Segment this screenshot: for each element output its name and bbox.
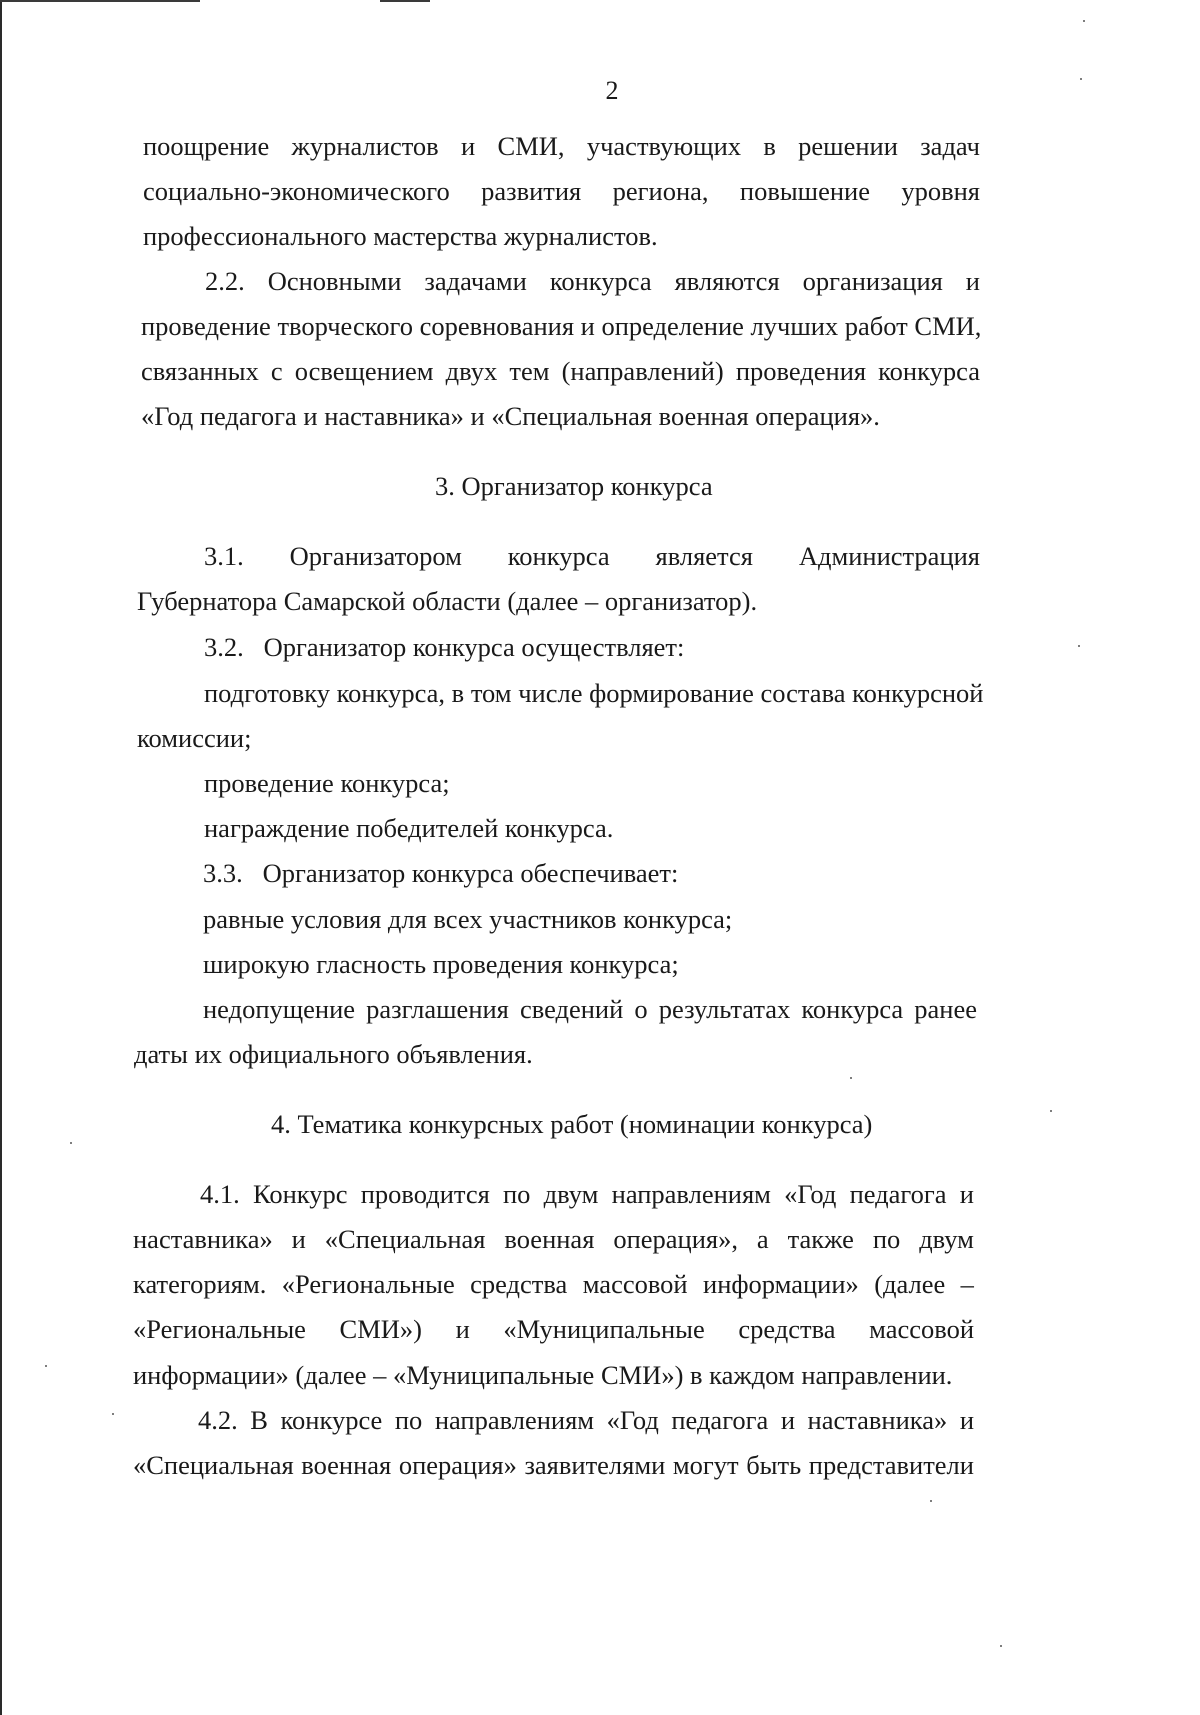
scan-speck — [45, 1365, 47, 1367]
word: результатах — [658, 994, 791, 1024]
section-heading: 3. Организатор конкурса — [435, 471, 713, 501]
word: наставника» — [133, 1224, 273, 1254]
word: проводится — [360, 1179, 490, 1209]
word: двум — [919, 1224, 974, 1254]
text-line: 3.3. Организатор конкурса обеспечивает: — [203, 858, 679, 888]
word: являются — [674, 266, 780, 296]
scan-edge-left — [0, 0, 2, 1715]
word: военная — [301, 1450, 392, 1480]
word: о — [634, 994, 648, 1024]
scan-speck — [112, 1413, 114, 1415]
word: также — [787, 1224, 854, 1254]
word: региона, — [612, 176, 709, 206]
text-line — [133, 1223, 974, 1255]
word: задач — [920, 131, 980, 161]
text-line: Губернатора Самарской области (далее – организатор). — [137, 586, 758, 616]
word: операция» — [398, 1450, 517, 1480]
text-line — [133, 1268, 974, 1300]
section-heading: 4. Тематика конкурсных работ (номинации конкурса) — [271, 1109, 873, 1139]
word: Основными — [267, 266, 402, 296]
word: участвующих — [586, 131, 742, 161]
scan-speck — [930, 1500, 932, 1502]
word: операция», — [613, 1224, 738, 1254]
word: представители — [808, 1450, 974, 1480]
word: – — [960, 1269, 974, 1299]
word: информации» — [703, 1269, 859, 1299]
word: (направлений) — [561, 356, 724, 386]
scan-edge-top — [380, 0, 430, 2]
word: конкурса — [878, 356, 980, 386]
word: направлениям — [434, 1405, 595, 1435]
word: сведений — [519, 994, 624, 1024]
word: 2.2. — [205, 266, 245, 296]
text-line: даты их официального объявления. — [134, 1039, 533, 1069]
word: поощрение — [143, 131, 270, 161]
word: массовой — [582, 1269, 688, 1299]
text-line — [143, 175, 980, 207]
word: и — [291, 1224, 306, 1254]
word: «Год — [784, 1179, 837, 1209]
text-line — [143, 130, 980, 162]
word: средства — [738, 1314, 836, 1344]
text-line — [133, 1449, 974, 1481]
word: решении — [798, 131, 898, 161]
text-line: награждение победителей конкурса. — [204, 813, 614, 843]
word: повышение — [739, 176, 870, 206]
word: и — [959, 1405, 974, 1435]
word: социально-экономического — [143, 176, 450, 206]
word: массовой — [869, 1314, 974, 1344]
word: развития — [481, 176, 582, 206]
word: СМИ, — [497, 131, 565, 161]
word: (далее — [874, 1269, 946, 1299]
scan-speck — [850, 1077, 852, 1079]
word: педагога — [849, 1179, 947, 1209]
word: проведения — [735, 356, 867, 386]
word: двух — [445, 356, 498, 386]
text-line — [133, 1313, 974, 1345]
word: уровня — [901, 176, 980, 206]
word: конкурса — [549, 266, 652, 296]
word: педагога — [671, 1405, 769, 1435]
word: 4.2. — [198, 1405, 238, 1435]
word: «Региональные — [133, 1314, 306, 1344]
word: разглашения — [366, 994, 509, 1024]
word: заявителями — [524, 1450, 666, 1480]
scan-edge-top — [0, 0, 200, 2]
page-number: 2 — [605, 76, 619, 105]
word: освещением — [294, 356, 434, 386]
word: организация — [802, 266, 943, 296]
word: В — [250, 1405, 268, 1435]
text-line: информации» (далее – «Муниципальные СМИ») в каждом направлении. — [133, 1360, 953, 1390]
text-line: равные условия для всех участников конкурса; — [203, 904, 733, 934]
scan-speck — [1080, 78, 1082, 80]
word: конкурса — [507, 541, 610, 571]
word: конкурсе — [280, 1405, 383, 1435]
text-line: проведение творческого соревнования и определение лучших работ СМИ, — [141, 311, 982, 341]
word: недопущение — [203, 994, 356, 1024]
text-line: проведение конкурса; — [204, 768, 450, 798]
word: является — [655, 541, 753, 571]
word: «Специальная — [324, 1224, 486, 1254]
word: категориям. — [133, 1269, 267, 1299]
text-line — [204, 540, 980, 572]
word: «Год — [606, 1405, 659, 1435]
word: связанных — [141, 356, 259, 386]
word: 4.1. — [200, 1179, 240, 1209]
scan-speck — [70, 1142, 72, 1144]
word: военная — [504, 1224, 595, 1254]
word: наставника» — [807, 1405, 948, 1435]
word: могут — [672, 1450, 739, 1480]
word: 3.1. — [204, 541, 244, 571]
text-line: широкую гласность проведения конкурса; — [203, 949, 679, 979]
text-line — [198, 1404, 974, 1436]
word: средства — [470, 1269, 568, 1299]
word: Конкурс — [252, 1179, 348, 1209]
word: «Специальная — [133, 1450, 294, 1480]
word: тем — [509, 356, 550, 386]
text-line: комиссии; — [137, 723, 252, 753]
scan-speck — [1000, 1645, 1002, 1647]
word: и — [959, 1179, 974, 1209]
word: направлениям — [611, 1179, 771, 1209]
word: ранее — [914, 994, 977, 1024]
word: «Муниципальные — [503, 1314, 705, 1344]
scan-speck — [1050, 1110, 1052, 1112]
scan-speck — [1078, 645, 1080, 647]
scan-speck — [1083, 20, 1085, 22]
text-line — [141, 355, 980, 387]
word: а — [756, 1224, 769, 1254]
word: и — [455, 1314, 470, 1344]
text-line — [205, 265, 980, 297]
word: конкурса — [801, 994, 904, 1024]
text-line: «Год педагога и наставника» и «Специальная военная операция». — [141, 401, 880, 431]
word: СМИ») — [339, 1314, 422, 1344]
word: по — [872, 1224, 901, 1254]
word: «Региональные — [281, 1269, 455, 1299]
text-line: профессионального мастерства журналистов. — [143, 221, 658, 251]
text-line — [200, 1178, 974, 1210]
word: двум — [543, 1179, 599, 1209]
word: журналистов — [291, 131, 439, 161]
word: по — [503, 1179, 531, 1209]
text-line — [203, 993, 977, 1025]
word: быть — [746, 1450, 802, 1480]
text-line: 3.2. Организатор конкурса осуществляет: — [204, 632, 685, 662]
word: с — [270, 356, 283, 386]
word: Организатором — [289, 541, 462, 571]
word: по — [394, 1405, 423, 1435]
word: задачами — [424, 266, 527, 296]
text-line: подготовку конкурса, в том числе формирование состава конкурсной — [204, 678, 984, 708]
word: и — [965, 266, 980, 296]
word: и — [780, 1405, 796, 1435]
word: в — [763, 131, 776, 161]
word: и — [461, 131, 476, 161]
word: Администрация — [798, 541, 980, 571]
